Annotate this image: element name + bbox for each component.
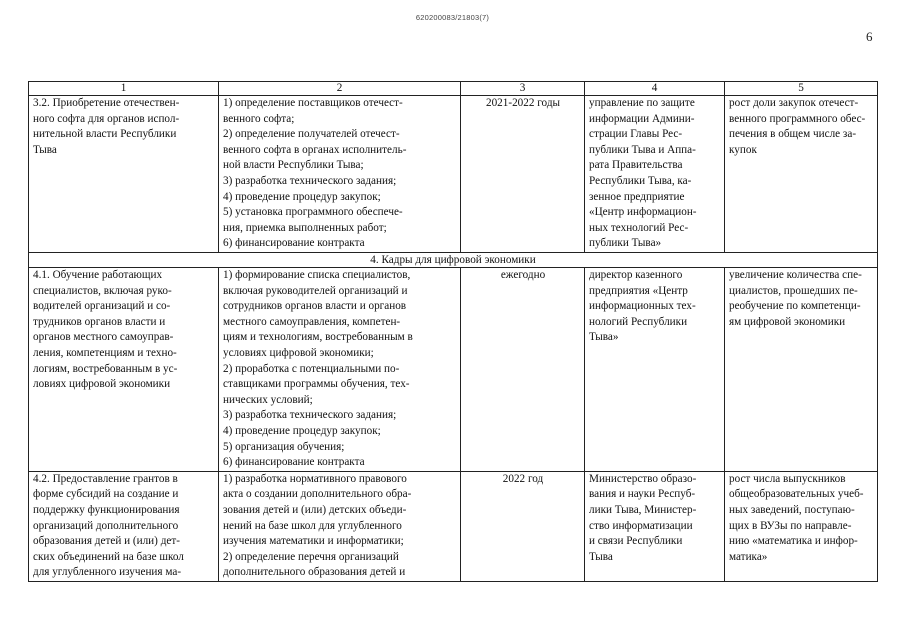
period-cell: ежегодно: [461, 268, 585, 472]
result-cell: [725, 471, 878, 581]
cell-line: образования детей и (или) дет-: [33, 535, 180, 548]
cell-line: общеобразовательных учеб-: [729, 488, 864, 501]
cell-line: условиях цифровой экономики;: [223, 346, 374, 359]
cell-line: венного софта;: [223, 112, 295, 125]
cell-line: сотрудников органов власти и органов: [223, 300, 407, 313]
cell-line: акта о создании дополнительного обра-: [223, 488, 412, 501]
period-cell: 2022 год: [461, 471, 585, 581]
column-header: 4: [585, 82, 725, 96]
cell-line: организаций дополнительного: [33, 519, 179, 532]
cell-line: нений на базе школ для углубленного: [223, 519, 402, 532]
cell-line: изучения математики и информатики;: [223, 535, 404, 548]
cell-line: для углубленного изучения ма-: [33, 566, 182, 579]
cell-line: рост доли закупок отечест-: [729, 97, 859, 109]
cell-line: реобучение по компетенци-: [729, 300, 861, 313]
cell-line: ния, приемка выполненных работ;: [223, 221, 387, 234]
cell-line: Тыва»: [589, 331, 619, 344]
column-header: 5: [725, 82, 878, 96]
cell-line: поддержку функционирования: [33, 503, 180, 516]
section-header-row: [29, 253, 878, 268]
cell-line: 4) проведение процедур закупок;: [223, 190, 381, 203]
cell-line: дополнительного образования детей и: [223, 566, 406, 579]
program-table: [28, 81, 878, 582]
cell-line: предприятия «Центр: [589, 284, 688, 297]
cell-line: нию «математика и инфор-: [729, 535, 858, 548]
cell-line: публики Тыва»: [589, 237, 662, 250]
cell-line: ных заведений, поступаю-: [729, 503, 855, 516]
period-cell: 2021-2022 годы: [461, 96, 585, 253]
cell-line: ство информатизации: [589, 519, 693, 532]
column-header: 1: [29, 82, 219, 96]
cell-line: зования детей и (или) детских объеди-: [223, 503, 407, 516]
cell-line: 4.2. Предоставление грантов в: [33, 472, 178, 485]
cell-line: циалистов, прошедших пе-: [729, 284, 858, 297]
cell-line: 5) установка программного обеспече-: [223, 206, 403, 219]
cell-line: органов местного самоуправ-: [33, 331, 174, 344]
cell-line: ной власти Республики Тыва;: [223, 159, 364, 172]
cell-line: ного софта для органов испол-: [33, 112, 180, 125]
table-row: [29, 268, 878, 472]
cell-line: венного софта в органах исполнитель-: [223, 143, 407, 156]
table-row: [29, 471, 878, 581]
cell-line: ловиях цифровой экономики: [33, 378, 171, 391]
cell-line: Республики Тыва, ка-: [589, 174, 692, 187]
document-id: 620200083/21803(7): [415, 13, 490, 22]
cell-line: купок: [729, 143, 757, 156]
responsible-cell: [585, 471, 725, 581]
cell-line: нительной власти Республики: [33, 128, 177, 141]
cell-line: 6) финансирование контракта: [223, 456, 365, 469]
cell-line: 4.1. Обучение работающих: [33, 269, 163, 281]
cell-line: форме субсидий на создание и: [33, 488, 179, 501]
cell-line: ставщиками программы обучения, тех-: [223, 378, 410, 391]
cell-line: ления, компетенциям и техно-: [33, 346, 177, 359]
cell-line: 2) определение перечня организаций: [223, 550, 399, 563]
cell-line: 1) определение поставщиков отечест-: [223, 97, 403, 109]
column-header: 3: [461, 82, 585, 96]
result-cell: [725, 96, 878, 253]
cell-line: лики Тыва, Министер-: [589, 503, 697, 516]
cell-line: 2) определение получателей отечест-: [223, 128, 400, 141]
column-header: 2: [219, 82, 461, 96]
cell-line: рост числа выпускников: [729, 472, 846, 485]
cell-line: 5) организация обучения;: [223, 440, 345, 453]
cell-line: трудников органов власти и: [33, 315, 166, 328]
cell-line: вания и науки Респуб-: [589, 488, 696, 501]
cell-line: нических условий;: [223, 393, 313, 406]
cell-line: 1) разработка нормативного правового: [223, 472, 407, 485]
cell-line: 4) проведение процедур закупок;: [223, 424, 381, 437]
cell-line: страции Главы Рес-: [589, 128, 683, 141]
column-header-row: [29, 82, 878, 96]
cell-line: местного самоуправления, компетен-: [223, 315, 401, 328]
cell-line: Министерство образо-: [589, 472, 697, 485]
task-cell: [29, 268, 219, 472]
cell-line: управление по защите: [589, 97, 695, 109]
cell-line: зенное предприятие: [589, 190, 685, 203]
cell-line: матика»: [729, 550, 768, 563]
cell-line: Тыва: [33, 143, 57, 156]
cell-line: 1) формирование списка специалистов,: [223, 269, 411, 281]
cell-line: «Центр информацион-: [589, 206, 697, 219]
cell-line: 6) финансирование контракта: [223, 237, 365, 250]
cell-line: публики Тыва и Аппа-: [589, 143, 696, 156]
cell-line: логиям, востребованным в ус-: [33, 362, 178, 375]
cell-line: и связи Республики: [589, 535, 683, 548]
task-cell: [29, 96, 219, 253]
cell-line: рата Правительства: [589, 159, 683, 172]
actions-cell: [219, 268, 461, 472]
cell-line: водителей организаций и со-: [33, 300, 171, 313]
cell-line: директор казенного: [589, 269, 683, 281]
cell-line: информационных тех-: [589, 300, 696, 313]
page-number: 6: [866, 29, 873, 44]
cell-line: ных технологий Рес-: [589, 221, 689, 234]
cell-line: щих в ВУЗы по направле-: [729, 519, 852, 532]
cell-line: включая руководителей организаций и: [223, 284, 408, 297]
cell-line: циям и технологиям, востребованным в: [223, 331, 413, 344]
cell-line: специалистов, включая руко-: [33, 284, 172, 297]
actions-cell: [219, 471, 461, 581]
table-row: [29, 96, 878, 253]
result-cell: [725, 268, 878, 472]
cell-line: 3) разработка технического задания;: [223, 409, 397, 422]
cell-line: 3.2. Приобретение отечествен-: [33, 97, 180, 109]
responsible-cell: [585, 96, 725, 253]
cell-line: ям цифровой экономики: [729, 315, 846, 328]
cell-line: печения в общем числе за-: [729, 128, 857, 141]
section-title: 4. Кадры для цифровой экономики: [29, 253, 878, 268]
cell-line: увеличение количества спе-: [729, 269, 862, 281]
cell-line: венного программного обес-: [729, 112, 866, 125]
cell-line: информации Админи-: [589, 112, 695, 125]
task-cell: [29, 471, 219, 581]
cell-line: 2) проработка с потенциальными по-: [223, 362, 400, 375]
cell-line: нологий Республики: [589, 315, 688, 328]
actions-cell: [219, 96, 461, 253]
responsible-cell: [585, 268, 725, 472]
cell-line: 3) разработка технического задания;: [223, 174, 397, 187]
cell-line: Тыва: [589, 550, 613, 563]
cell-line: ских объединений на базе школ: [33, 550, 184, 563]
